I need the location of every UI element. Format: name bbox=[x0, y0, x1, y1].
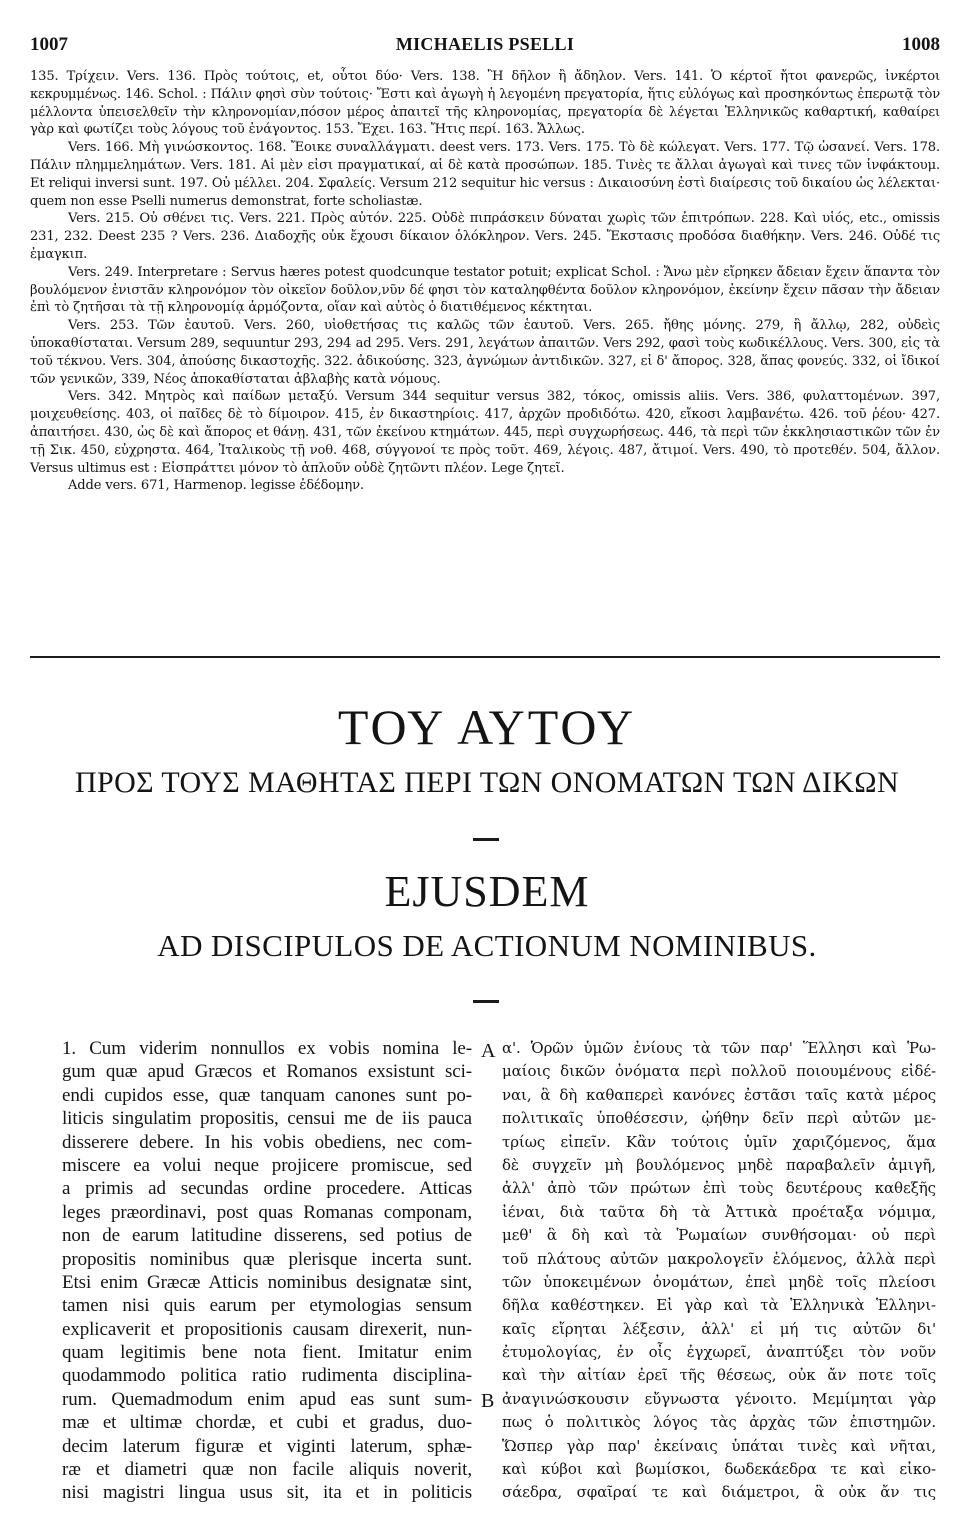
text-line: quam legitimis bene nota fient. Imitatur enim bbox=[62, 1342, 472, 1364]
text-line: disserere debere. In his vobis obediens, nec com- bbox=[62, 1131, 472, 1153]
text-line: endi cupidos esse, quæ tanquam canones sunt po- bbox=[62, 1084, 472, 1106]
text-line: καὶ κύβοι καὶ βωμίσκοι, δωδεκάεδρα τε καὶ εἰκο- bbox=[502, 1460, 936, 1479]
text-line: non de earum latitudine disserens, sed potius de bbox=[62, 1225, 472, 1247]
text-line: ἰέναι, διὰ ταῦτα δὴ τὰ Ἀττικὰ προέταξα νόμιμα, bbox=[502, 1202, 936, 1221]
text-line: miscere ea volui neque projicere promiscue, sed bbox=[62, 1154, 472, 1176]
text-line: ναι, ἃ δὴ καθαπερεὶ κανόνες ἐστᾶσι ταῖς κατὰ μέρος bbox=[502, 1085, 936, 1104]
greek-title: ΤΟΥ ΑΥΤΟΥ bbox=[337, 699, 637, 755]
text-line: Ὥσπερ γὰρ παρ' ἐκείναις ὑπάται τινὲς καὶ νῆται, bbox=[502, 1436, 936, 1455]
text-line: μαίοις δικῶν ὀνόματα περὶ πολλοῦ ποιουμένους εἰδέ- bbox=[502, 1062, 936, 1081]
text-line: mæ et ultimæ chordæ, et cubi et gradus, duo- bbox=[62, 1412, 472, 1434]
margin-mark-a: A bbox=[481, 1040, 496, 1062]
page-header bbox=[30, 34, 940, 58]
critical-notes bbox=[30, 68, 940, 495]
text-line: σάεδρα, σφαῖραί τε καὶ διάμετροι, ἃ οὐκ ἄν τις bbox=[502, 1483, 936, 1502]
latin-subtitle: AD DISCIPULOS DE ACTIONUM NOMINIBUS. bbox=[157, 928, 817, 963]
text-line: ræ et diametri quæ non facile aliquis noverit, bbox=[62, 1459, 472, 1481]
text-line: πως ὁ πολιτικὸς λόγος τὰς ἀρχὰς τῶν ἐπιστημῶν. bbox=[502, 1413, 936, 1432]
title-dash bbox=[473, 838, 499, 841]
margin-mark-b: B bbox=[481, 1390, 495, 1412]
text-line: Etsi enim Græcæ Atticis nominibus designatæ sint, bbox=[62, 1271, 472, 1293]
text-line: δῆλα καθέστηκεν. Εἰ γὰρ καὶ τὰ Ἑλληνικὰ Ἑλληνι- bbox=[502, 1296, 936, 1315]
page-number-left: 1007 bbox=[30, 34, 68, 55]
running-title: MICHAELIS PSELLI bbox=[395, 34, 575, 54]
title-dash bbox=[473, 1000, 499, 1003]
text-line: tamen nisi quis earum per etymologias sensum bbox=[62, 1295, 472, 1317]
text-line: πολιτικαῖς ὑποθέσεσιν, ᾠήθην δεῖν περὶ αὐτῶν με- bbox=[502, 1109, 936, 1128]
note-paragraph: Vers. 166. Μὴ γινώσκοντος. 168. Ἔοικε συναλλάγματι. deest vers. 173. Vers. 175. Τὸ δὲ κώλεγατ. Vers. 177. Τῷ ὡσανεί. Vers. 178. Πάλιν πλημμελημάτων. Vers. 181. Αἱ μὲν εἰσι πραγματικαί, αἱ δὲ κατὰ προσώπων. 185. Τινὲς τε ἄλλαι ἀγωγαὶ καὶ τινες τῶν ἰνφάκτουμ. Et reliqui inversi sunt. 197. Οὐ μέλλει. 204. Σφαλείς. Versum 212 sequitur hic versus : Δικαιοσύνη ἐστὶ διαίρεσις τοῦ δικαίου ὡς λέλεκται· quem non esse Pselli numerus demonstrat, forte scholiastæ. bbox=[30, 140, 940, 209]
note-paragraph: Vers. 249. Interpretare : Servus hæres potest quodcunque testator potuit; explicat Schol. : Ἄνω μὲν εἴρηκεν ἄδειαν ἔχειν ἅπαντα τὸν βουλόμενον ἐνιστᾶν κληρονόμον τὸν οἰκεῖον δοῦλον,νῦν δέ φησι τὸν καταληφθέντα δοῦλον κληρονόμον, ἐκείνην ἔχειν πᾶσαν τὴν ἄδειαν ἐπὶ τὸ ζητῆσαι τὰ τῇ κληρονομίᾳ ἁρμόζοντα, οἵαν καὶ αὐτὸς ὁ διατιθέμενος κέκτηται. bbox=[30, 264, 940, 316]
text-line: τρίως εἰπεῖν. Κἂν τούτοις ὑμῖν χαριζόμενος, ἅμα bbox=[502, 1132, 936, 1151]
text-line: liticis singulatim propositis, censui me de iis pauca bbox=[62, 1108, 472, 1130]
latin-title: EJUSDEM bbox=[384, 867, 590, 916]
text-line: ἀλλ' ἀπὸ τῶν πρώτων ἐπὶ τοὺς δευτέρους καθεξῆς bbox=[502, 1179, 936, 1198]
text-line: α'. Ὁρῶν ὑμῶν ἐνίους τὰ τῶν παρ' Ἕλλησι καὶ Ῥω- bbox=[502, 1039, 936, 1057]
text-line: τῶν ὑποκειμένων ὀνομάτων, ἐπεὶ μηδὲ τοῖς πλείοσι bbox=[502, 1272, 936, 1291]
greek-subtitle: ΠΡΟΣ ΤΟΥΣ ΜΑΘΗΤΑΣ ΠΕΡΙ ΤΩΝ ΟΝΟΜΑΤΩΝ ΤΩΝ ΔΙΚΩΝ bbox=[74, 766, 900, 799]
greek-text-column bbox=[502, 1037, 936, 1505]
text-line: rum. Quemadmodum enim apud eas sunt sum- bbox=[62, 1388, 472, 1410]
text-line: propositis nominibus quæ plerisque incerta sunt. bbox=[62, 1248, 472, 1270]
page-number-right: 1008 bbox=[902, 34, 940, 55]
text-line: μεθ' ἃ δὴ καὶ τὰ Ῥωμαίων συνθήσομαι· οὐ περὶ bbox=[502, 1226, 936, 1245]
note-paragraph: Vers. 215. Οὐ σθένει τις. Vers. 221. Πρὸς αὐτόν. 225. Οὐδὲ πιπράσκειν δύναται χωρὶς τῶν ἐπιτρόπων. 228. Καὶ υἱός, etc., omissis 231, 232. Deest 235 ? Vers. 236. Διαδοχῆς οὐκ ἔχουσι δίκαιον ὁλόκληρον. Vers. 245. Ἔκστασις προδόσα διαθήκην. Vers. 246. Οὐδέ τις ἐμαγκιπ. bbox=[30, 211, 940, 262]
text-line: καὶ τὴν αἰτίαν ἐρεῖ τῆς θέσεως, οὐκ ἄν ποτε τοῖς bbox=[502, 1366, 936, 1385]
text-line: 1. Cum viderim nonnullos ex vobis nomina le- bbox=[62, 1038, 472, 1059]
note-paragraph: Adde vers. 671, Harmenop. legisse ἐδέδομην. bbox=[68, 478, 364, 494]
text-line: quodammodo politica ratio rudimenta disciplina- bbox=[62, 1365, 472, 1387]
latin-text-column bbox=[62, 1037, 472, 1505]
text-line: ἀναγινώσκουσιν εὔγνωστα γένοιτο. Μεμίμηται γὰρ bbox=[502, 1389, 936, 1408]
text-line: a primis ad secundas ordine procedere. Atticas bbox=[62, 1178, 472, 1200]
text-line: decim laterum figuræ et viginti laterum, sphæ- bbox=[62, 1435, 472, 1457]
note-paragraph: Vers. 342. Μητρὸς καὶ παίδων μεταξύ. Versum 344 sequitur versus 382, τόκος, omissis aliis. Vers. 386, φυλαττομένων. 397, μοιχευθείσης. 403, οἱ παῖδες δὲ τὸ δίμοιρον. 415, ἐν δικαστηρίοις. 417, ἀρχῶν προδιδότω. 420, εἴκοσι λαμβανέτω. 426. τοῦ ῥέου· 427. ἀπαιτήσει. 430, ὡς δὲ καὶ ἄπορος et θάνῃ. 431, τῶν ἐκείνου κτημάτων. 445, περὶ συγχωρήσεως. 446, τὰ περὶ τῶν ἐκκλησιαστικῶν τῶν ἐν τῇ Σικ. 450, εὐχρηστα. 464, Ἰταλικοὺς τῇ νοθ. 468, σύγγονοί τε πρὸς τοῦτ. 469, λέγοις. 487, ἄτιμοί. Vers. 490, τὸ προτεθέν. 504, ἄλλον. Versus ultimus est : Εἰσπράττει μόνον τὸ ἁπλοῦν οὐδὲ ζητῶντι πλέον. Lege ζητεῖ. bbox=[30, 389, 940, 476]
note-paragraph: Vers. 253. Τῶν ἑαυτοῦ. Vers. 260, υἱοθετήσας τις καλῶς τῶν ἑαυτοῦ. Vers. 265. ἤθης μόνης. 279, ἢ ἄλλῳ, 282, οὐδεὶς ὑποκαθίσταται. Versum 289, sequuntur 293, 294 ad 295. Vers. 291, λεγάτων ἀπαιτῶν. Vers 292, φασὶ τοὺς κωδικέλλους. Vers. 300, εἰς τὰ τοῦ τέκνου. Vers. 304, ἀπούσης δικαστοχῆς. 322. ἀδικούσης. 323, ἀγνώμων ἀντιδικῶν. 327, εἰ δ' ἄπορος. 328, ἅπας φονεύς. 332, οἱ ἴδικοί τῶν γενικῶν, 339, Νέος ἀποκαθίσταται ἀβλαβὴς κατὰ νόμους. bbox=[30, 318, 940, 387]
text-line: ἐτυμολογίας, ἐν οἷς ἐγχωρεῖ, ἀναπτύξει τὸν νοῦν bbox=[502, 1343, 936, 1362]
text-line: δὲ συγχεῖν μὴ βουλόμενος μηδὲ παραβαλεῖν ἀμιγῆ, bbox=[502, 1155, 936, 1174]
section-divider bbox=[30, 656, 940, 658]
note-paragraph: 135. Τρίχειν. Vers. 136. Πρὸς τούτοις, et, οὗτοι δύο· Vers. 138. Ἢ δῆλον ἢ ἄδηλον. Vers. 141. Ὁ κέρτοῖ ἤτοι φανερῶς, ἰνκέρτοι κεκρυμμένως. 146. Schol. : Πάλιν φησὶ σὺν τούτοις· Ἔστι καὶ ἀγωγὴ ἡ λεγομένη πρεγατορία, ἥτις εὐλόγως καὶ προσηκόντως ἐπερωτᾷ τὸν μέλλοντα ὑπεισελθεῖν τὴν κληρονομίαν,πόσον μέρος ἀπαιτεῖ τῆς κληρονομίας, πρεγατορία δὲ λέγεται Ἑλληνικῶς καθαρτική, καθαίρει γὰρ καὶ φωτίζει τοὺς λόγους τοῦ ἐνάγοντος. 153. Ἔχει. 163. Ἤτις περί. 163. Ἄλλως. bbox=[30, 69, 940, 138]
text-line: καῖς εἴρηται λέξεσιν, ἀλλ' εἰ μή τις αὐτῶν δι' bbox=[502, 1319, 936, 1338]
text-line: gum quæ apud Græcos et Romanos exsistunt sci- bbox=[62, 1061, 472, 1083]
text-line: leges præordinavi, post quas Romanas componam, bbox=[62, 1201, 472, 1223]
text-line: τοῦ πλάτους αὐτῶν μακρολογεῖν ἑλόμενος, ἀλλὰ περὶ bbox=[502, 1249, 936, 1268]
text-line: nisi magistri lingua usus sit, ita et in politicis bbox=[62, 1482, 472, 1504]
text-line: explicaverit et propositionis causam direxerit, nun- bbox=[62, 1318, 472, 1340]
